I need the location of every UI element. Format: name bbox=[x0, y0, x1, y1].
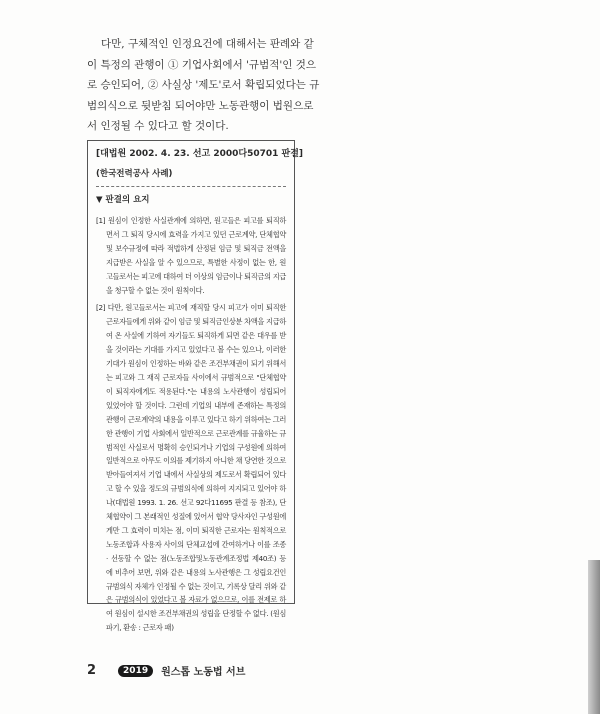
intro-line: 서 인정될 수 있다고 할 것이다. bbox=[87, 120, 229, 132]
summary-heading: ▼ 판결의 요지 bbox=[96, 195, 150, 205]
intro-paragraph bbox=[87, 34, 467, 137]
summary-paragraph-1: [1] 원심이 인정한 사실관계에 의하면, 원고들은 피고를 퇴직하면서 그 퇴직 당시에 효력을 가지고 있던 근로계약, 단체협약 및 보수규정에 따라 적법하게 산정된 임금 및 퇴직금 전액을 지급받은 사실을 알 수 있으므로, 특별한 사정이 없는 한, 원고들로서는 피고에 대하여 더 이상의 임금이나 퇴직금의 지급을 청구할 수 없는 것이 원칙이다. bbox=[96, 216, 286, 295]
case-title: [대법원 2002. 4. 23. 선고 2000다50701 판결] bbox=[96, 149, 304, 159]
series-title: 원스톱 노동법 서브 bbox=[161, 667, 246, 678]
intro-line: 범의식으로 뒷받침 되어야만 노동관행이 법원으로 bbox=[87, 99, 314, 112]
page-number: 2 bbox=[87, 663, 97, 678]
page-footer bbox=[87, 663, 245, 678]
year-badge: 2019 bbox=[118, 665, 153, 677]
divider bbox=[96, 186, 286, 187]
summary-paragraph-2: [2] 다만, 원고들로서는 피고에 재직할 당시 피고가 이미 퇴직한 근로자들에게 위와 같이 임금 및 퇴직금인상분 차액을 지급하여 온 사실에 기하여 자기들도 퇴직하게 되면 같은 대우를 받을 것이라는 기대를 가지고 있었다고 볼 수는 있으나, 이러한 기대가 원심이 인정하는 바와 같은 조건부채권이 되기 위해서는 피고와 그 재직 근로자들 사이에서 규범적으로 "단체협약이 퇴직자에게도 적용된다."는 내용의 노사관행이 성립되어 있었어야 할 것이다. 그런데 기업의 내부에 존재하는 특정의 관행이 근로계약의 내용을 이루고 있다고 하기 위하여는 그러한 관행이 기업 사회에서 일반적으로 근로관계를 규율하는 규범적인 사실로서 명확히 승인되거나 기업의 구성원에 의하여 일반적으로 아무도 이의를 제기하지 아니한 채 당연한 것으로 받아들여져서 기업 내에서 사실상의 제도로서 확립되어 있다고 할 수 있을 정도의 규범의식에 의하여 지지되고 있어야 하나(대법원 1993. 1. 26. 선고 92다11695 판결 등 참조), 단체협약이 그 본래적인 성질에 있어서 협약 당사자인 구성원에게만 그 효력이 미치는 점, 이미 퇴직한 근로자는 원칙적으로 노동조합과 사용자 사이의 단체교섭에 간여하거나 이를 조종 · 선동할 수 없는 점(노동조합및노동관계조정법 제40조) 등에 비추어 보면, 위와 같은 내용의 노사관행은 그 성립요건인 규범의식 자체가 인정될 수 없는 것이고, 기록상 달리 위와 같은 규범의식이 있었다고 볼 자료가 없으므로, 이를 전제로 하여 원심이 설시한 조건부채권의 성립을 단정할 수 없다. (원심 파기, 환송 : 근로자 패) bbox=[96, 303, 286, 633]
intro-line: 이 특정의 관행이 ① 기업사회에서 '규범적'인 것으 bbox=[87, 58, 317, 71]
case-subtitle: (한국전력공사 사례) bbox=[96, 169, 173, 179]
intro-line: 로 승인되어, ② 사실상 '제도'로서 확립되었다는 규 bbox=[87, 79, 320, 91]
page-edge-shadow bbox=[588, 560, 600, 714]
intro-line: 다만, 구체적인 인정요건에 대해서는 판례와 같 bbox=[101, 38, 314, 50]
case-box bbox=[87, 140, 304, 633]
